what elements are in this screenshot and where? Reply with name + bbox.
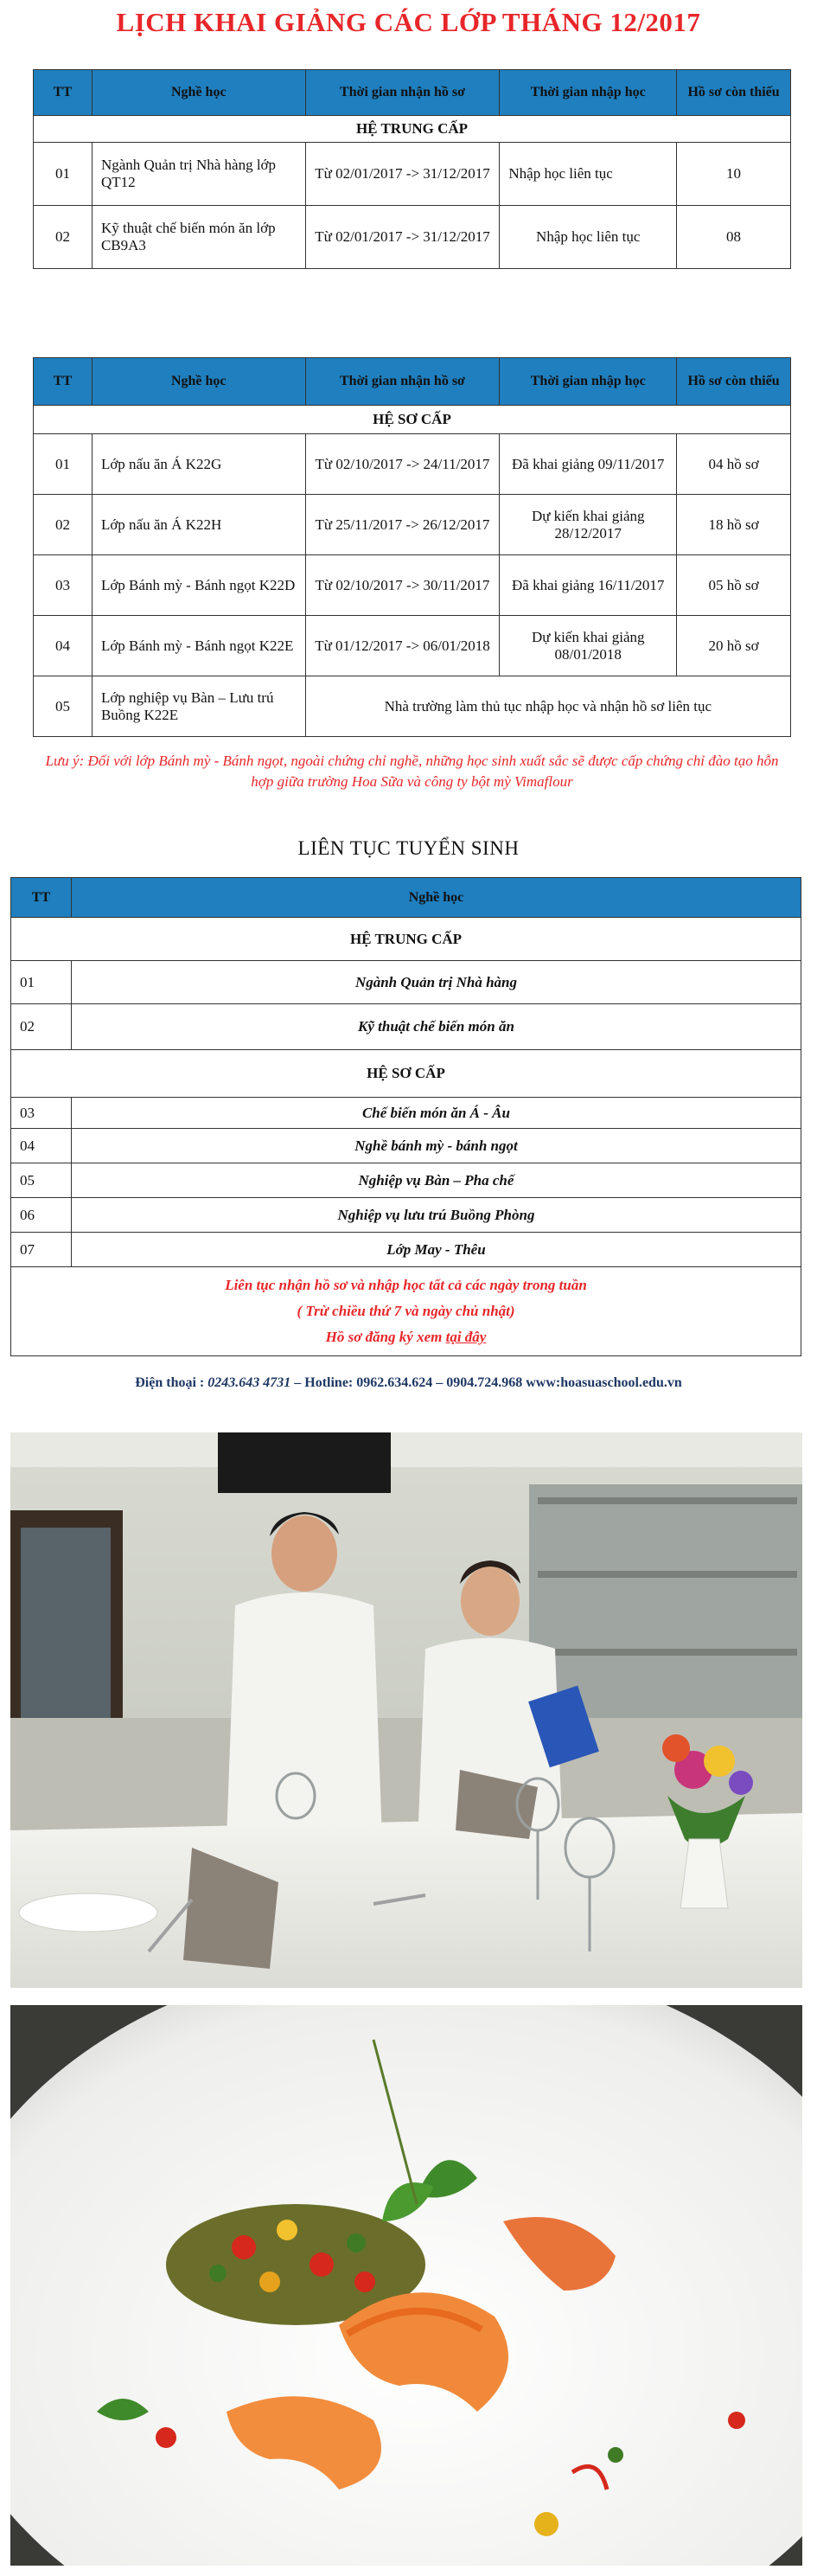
table-row: [34, 143, 791, 206]
note-banh-my: Lưu ý: Đối với lớp Bánh mỳ - Bánh ngọt, ngoài chứng chỉ nghề, những học sinh xuất sắc sẽ được cấp chứng chỉ đào tạo hỗn hợp giữa trường Hoa Sữa và công ty bột mỳ Vimaflour: [45, 753, 779, 790]
cell-tt: 07: [11, 1233, 72, 1267]
header-tt: TT: [11, 878, 72, 918]
plated-dish-illustration: [10, 2005, 802, 2566]
cell-name: Lớp nấu ăn Á K22G: [92, 434, 305, 495]
cell-time: Từ 02/10/2017 -> 24/11/2017: [305, 434, 500, 495]
table-row: [34, 206, 791, 269]
header-thoi-gian-nhap-hoc: Thời gian nhập học: [500, 358, 677, 406]
hotline-label: – Hotline:: [290, 1375, 357, 1390]
hotline-numbers: 0962.634.624 – 0904.724.968: [356, 1375, 523, 1390]
cell-enroll: Dự kiến khai giảng 08/01/2018: [500, 616, 677, 676]
cell-missing: 05 hồ sơ: [677, 555, 791, 616]
table-header-row: [34, 70, 791, 116]
footer-line-3-text: Hồ sơ đăng ký xem: [325, 1329, 446, 1345]
cell-name: Lớp Bánh mỳ - Bánh ngọt K22E: [92, 616, 305, 676]
table-row: [11, 1163, 801, 1198]
cell-name: Nghiệp vụ lưu trú Buồng Phòng: [71, 1198, 801, 1233]
cell-tt: 02: [11, 1004, 72, 1050]
cell-tt: 05: [11, 1163, 72, 1198]
cell-name: Kỹ thuật chế biến món ăn lớp CB9A3: [92, 206, 305, 269]
table-row: [11, 1198, 801, 1233]
table-row: [34, 495, 791, 555]
table-lien-tuc-tuyen-sinh: [10, 877, 801, 1356]
cell-name: Ngành Quản trị Nhà hàng: [71, 961, 801, 1004]
cell-name: Nghiệp vụ Bàn – Pha chế: [71, 1163, 801, 1198]
cell-time: Từ 02/01/2017 -> 31/12/2017: [305, 206, 500, 269]
header-thoi-gian-nhap-hoc: Thời gian nhập học: [500, 70, 677, 116]
cell-tt: 03: [34, 555, 93, 616]
table-header-row: [34, 358, 791, 406]
cell-name: Lớp nấu ăn Á K22H: [92, 495, 305, 555]
header-tt: TT: [34, 358, 93, 406]
table-row: [34, 676, 791, 737]
restaurant-training-photo: [10, 1432, 802, 1988]
phone-number: 0243.643 4731: [207, 1375, 291, 1390]
cell-time: Từ 01/12/2017 -> 06/01/2018: [305, 616, 500, 676]
cell-merged-note: Nhà trường làm thủ tục nhập học và nhận hồ sơ liên tục: [305, 676, 790, 737]
cell-missing: 10: [677, 143, 791, 206]
table-row: [11, 1233, 801, 1267]
cell-tt: 04: [11, 1129, 72, 1163]
restaurant-training-illustration: [10, 1432, 802, 1988]
table-row: [34, 616, 791, 676]
cell-tt: 01: [34, 434, 93, 495]
cell-name: Chế biến món ăn Á - Âu: [71, 1098, 801, 1129]
table-row: [11, 961, 801, 1004]
cell-missing: 18 hồ sơ: [677, 495, 791, 555]
table-row: [11, 1004, 801, 1050]
header-ho-so-con-thieu: Hồ sơ còn thiếu: [677, 70, 791, 116]
section-subtitle: LIÊN TỤC TUYỂN SINH: [297, 837, 520, 859]
cell-tt: 01: [11, 961, 72, 1004]
plated-dish-photo: [10, 2005, 802, 2566]
table-trung-cap-schedule: [33, 69, 791, 269]
footer-line-1: Liên tục nhận hồ sơ và nhập học tất cả các ngày trong tuần: [225, 1277, 587, 1293]
cell-time: Từ 02/10/2017 -> 30/11/2017: [305, 555, 500, 616]
header-tt: TT: [34, 70, 93, 116]
table-row: [11, 1129, 801, 1163]
table-footer-row: [11, 1267, 801, 1356]
table-so-cap-schedule: [33, 357, 791, 737]
cell-enroll: Nhập học liên tục: [500, 206, 677, 269]
header-nghe-hoc: Nghề học: [92, 70, 305, 116]
cell-name: Kỹ thuật chế biến món ăn: [71, 1004, 801, 1050]
cell-tt: 04: [34, 616, 93, 676]
cell-missing: 08: [677, 206, 791, 269]
header-nghe-hoc: Nghề học: [92, 358, 305, 406]
section-heading: HỆ SƠ CẤP: [11, 1050, 801, 1098]
table-row: [11, 1098, 801, 1129]
cell-name: Lớp Bánh mỳ - Bánh ngọt K22D: [92, 555, 305, 616]
cell-name: Lớp nghiệp vụ Bàn – Lưu trú Buồng K22E: [92, 676, 305, 737]
cell-enroll: Đã khai giảng 16/11/2017: [500, 555, 677, 616]
section-heading: HỆ SƠ CẤP: [34, 406, 791, 434]
cell-missing: 20 hồ sơ: [677, 616, 791, 676]
cell-tt: 06: [11, 1198, 72, 1233]
cell-tt: 02: [34, 495, 93, 555]
page-title: LỊCH KHAI GIẢNG CÁC LỚP THÁNG 12/2017: [116, 7, 701, 37]
section-heading: HỆ TRUNG CẤP: [34, 116, 791, 143]
section-heading: HỆ TRUNG CẤP: [11, 918, 801, 961]
phone-label: Điện thoại :: [135, 1375, 208, 1390]
footer-line-2: ( Trừ chiều thứ 7 và ngày chủ nhật): [297, 1303, 515, 1319]
cell-name: Nghề bánh mỳ - bánh ngọt: [71, 1129, 801, 1163]
header-nghe-hoc: Nghề học: [71, 878, 801, 918]
cell-time: Từ 25/11/2017 -> 26/12/2017: [305, 495, 500, 555]
cell-time: Từ 02/01/2017 -> 31/12/2017: [305, 143, 500, 206]
cell-name: Lớp May - Thêu: [71, 1233, 801, 1267]
table-row: [34, 555, 791, 616]
footer-line-3: [20, 1324, 792, 1350]
cell-enroll: Đã khai giảng 09/11/2017: [500, 434, 677, 495]
table-row: [34, 434, 791, 495]
table-header-row: [11, 878, 801, 918]
cell-enroll: Dự kiến khai giảng 28/12/2017: [500, 495, 677, 555]
cell-enroll: Nhập học liên tục: [500, 143, 677, 206]
footer-note: [11, 1267, 801, 1356]
cell-tt: 03: [11, 1098, 72, 1129]
cell-missing: 04 hồ sơ: [677, 434, 791, 495]
cell-tt: 02: [34, 206, 93, 269]
registration-link[interactable]: tại đây: [445, 1329, 487, 1345]
header-thoi-gian-nhan-ho-so: Thời gian nhận hồ sơ: [305, 358, 500, 406]
contact-line: [0, 1375, 817, 1391]
cell-tt: 01: [34, 143, 93, 206]
header-ho-so-con-thieu: Hồ sơ còn thiếu: [677, 358, 791, 406]
header-thoi-gian-nhan-ho-so: Thời gian nhận hồ sơ: [305, 70, 500, 116]
cell-name: Ngành Quản trị Nhà hàng lớp QT12: [92, 143, 305, 206]
website-link[interactable]: www:hoasuaschool.edu.vn: [522, 1375, 682, 1390]
cell-tt: 05: [34, 676, 93, 737]
